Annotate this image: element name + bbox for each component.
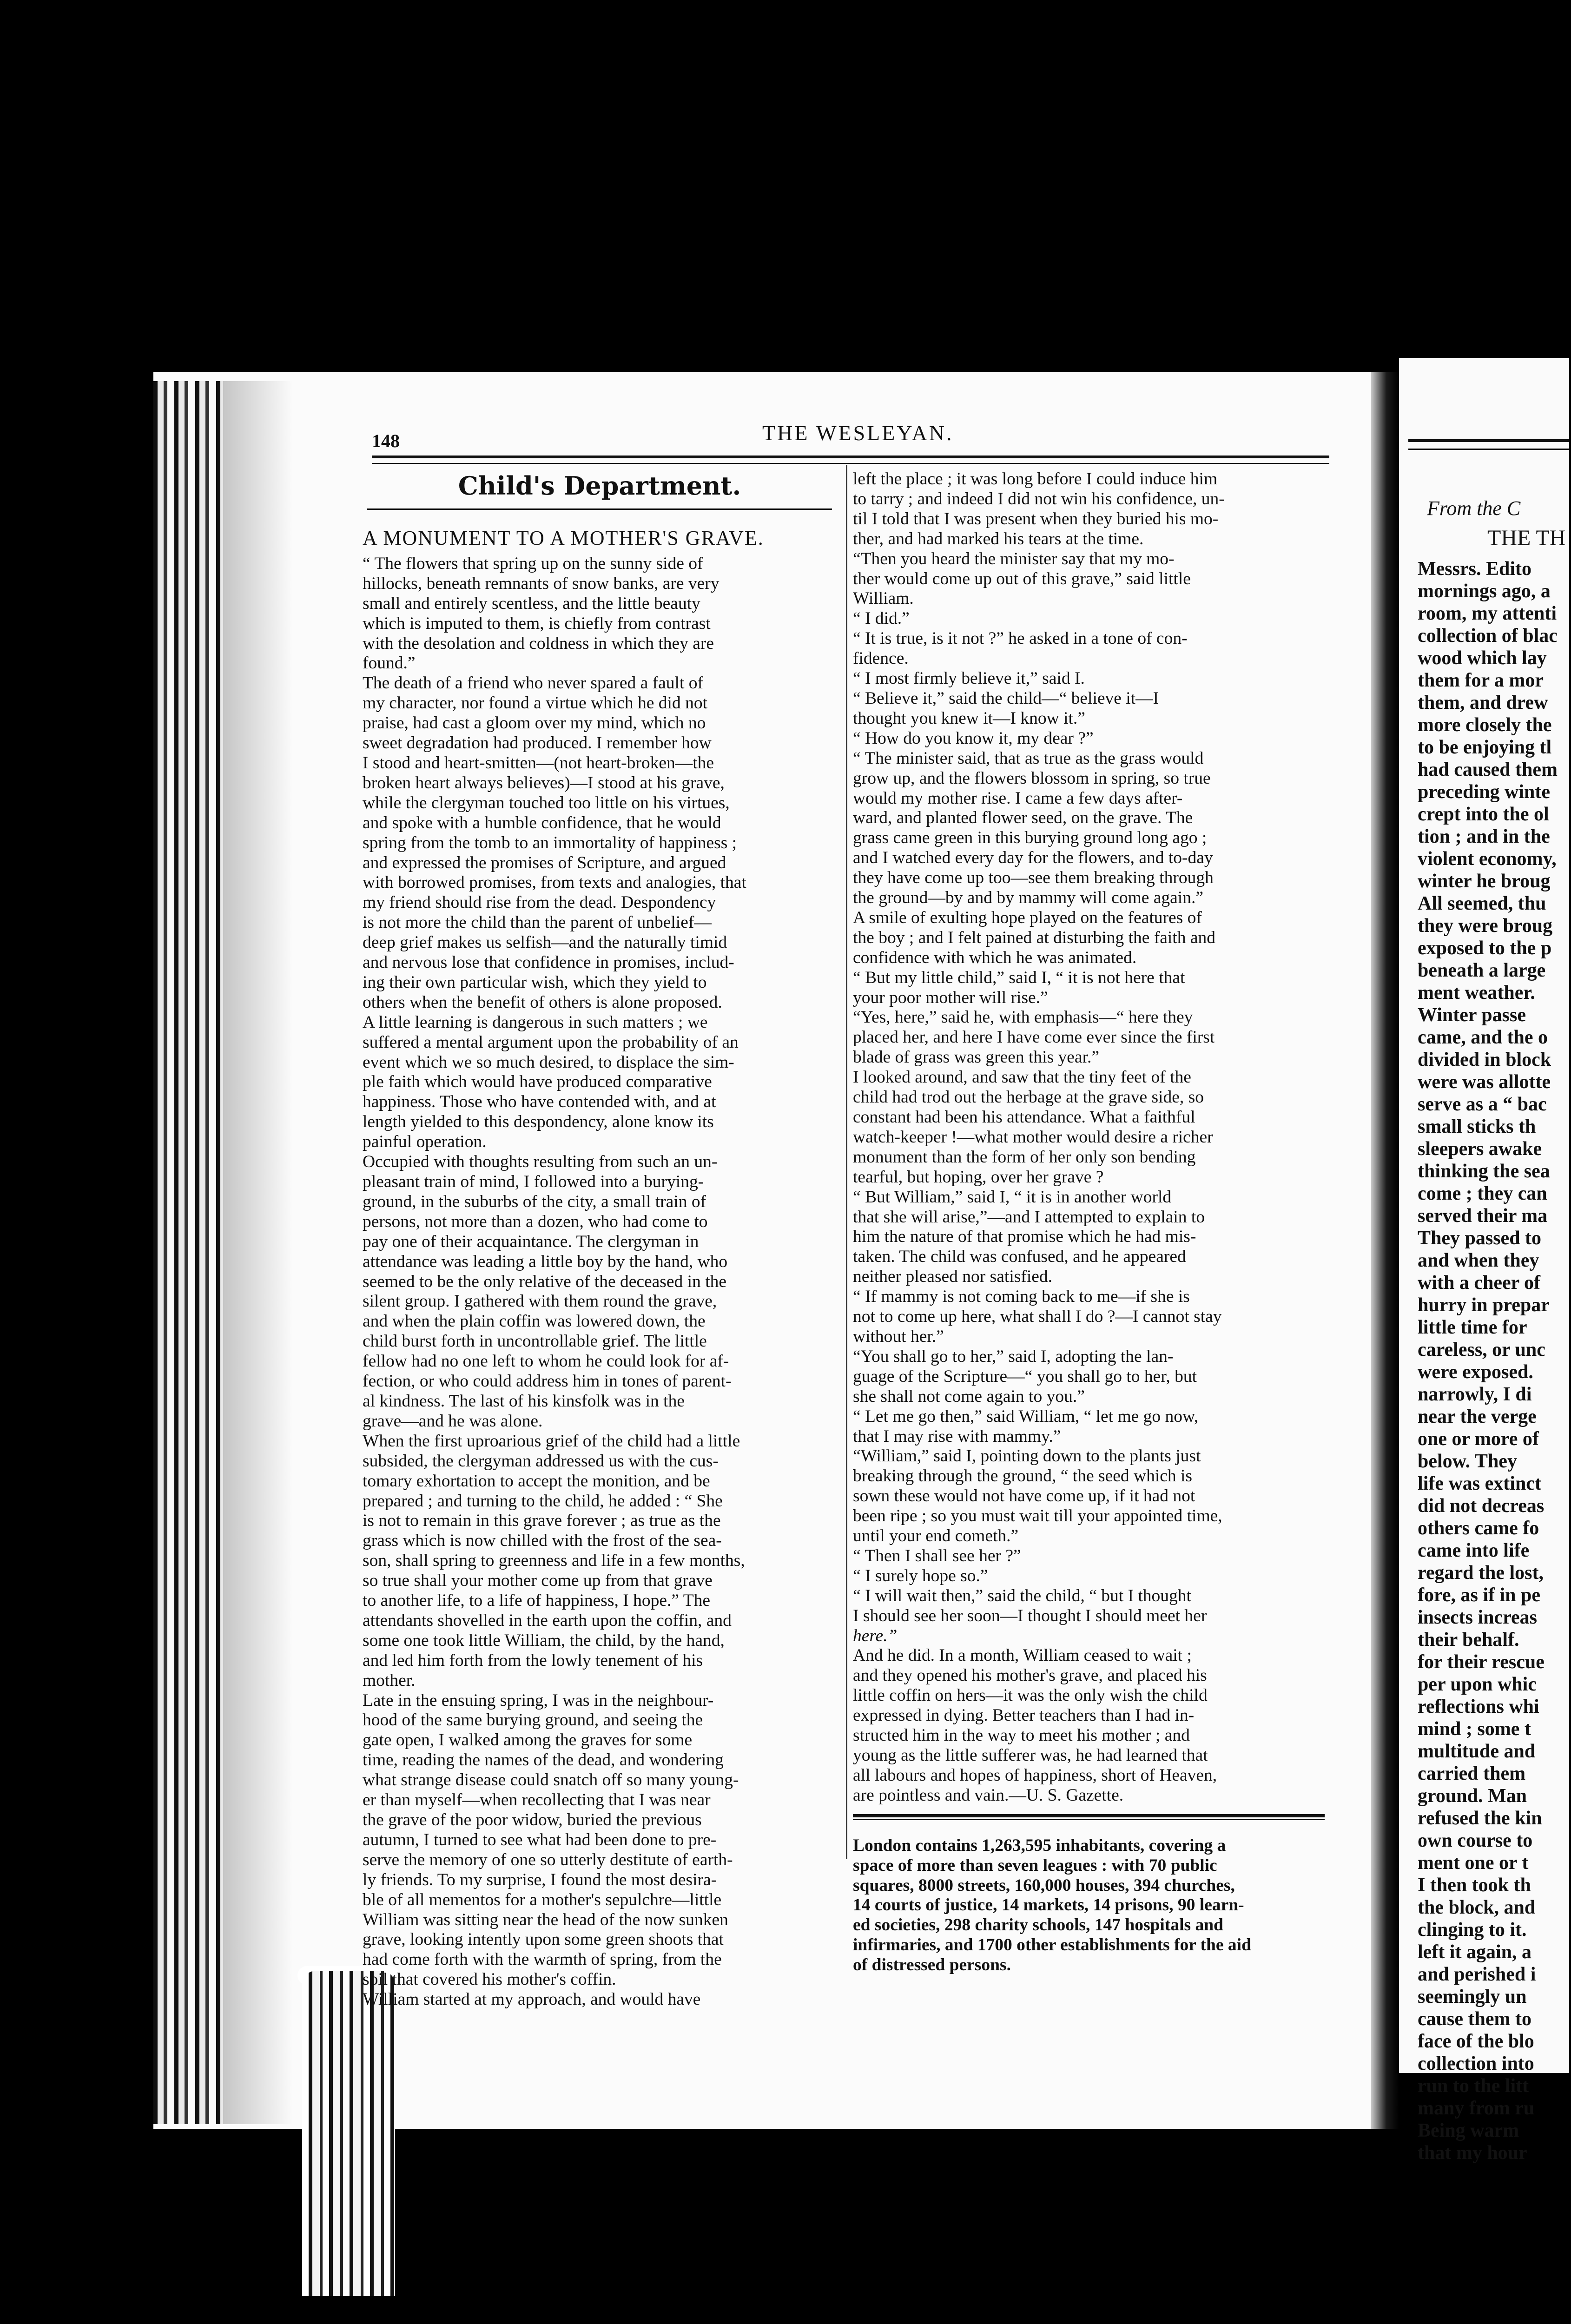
text-line: sweet degradation had produced. I remember how bbox=[363, 733, 712, 753]
text-line: A little learning is dangerous in such matters ; we bbox=[363, 1012, 708, 1032]
department-heading: Child's Department. bbox=[458, 471, 741, 501]
text-line: is not more the child than the parent of unbelief— bbox=[363, 913, 712, 932]
text-line: attendants shovelled in the earth upon the coffin, and bbox=[363, 1611, 732, 1630]
facing-line: Being warm bbox=[1418, 2120, 1519, 2141]
column-divider bbox=[846, 465, 847, 1859]
text-line: with borrowed promises, from texts and analogies, that bbox=[363, 873, 746, 892]
notice-line: London contains 1,263,595 inhabitants, covering a bbox=[853, 1835, 1226, 1855]
text-line: grave—and he was alone. bbox=[363, 1411, 543, 1431]
text-line: which is imputed to them, is chiefly from contrast bbox=[363, 614, 711, 633]
facing-line: refused the kin bbox=[1418, 1808, 1542, 1829]
facing-line: the block, and bbox=[1418, 1897, 1536, 1918]
text-line: monument than the form of her only son bending bbox=[853, 1147, 1196, 1167]
text-line: the grave of the poor widow, buried the previous bbox=[363, 1810, 702, 1829]
facing-line: multitude and bbox=[1418, 1741, 1536, 1762]
text-line: tomary exhortation to accept the monition, and be bbox=[363, 1471, 710, 1491]
facing-page bbox=[1399, 358, 1569, 2164]
text-line: time, reading the names of the dead, and wondering bbox=[363, 1750, 724, 1770]
facing-line: them, and drew bbox=[1418, 692, 1548, 713]
facing-line: face of the blo bbox=[1418, 2031, 1534, 2052]
facing-line: regard the lost, bbox=[1418, 1562, 1544, 1584]
text-line: persons, not more than a dozen, who had come to bbox=[363, 1212, 708, 1231]
facing-line: collection of blac bbox=[1418, 625, 1558, 647]
text-line: painful operation. bbox=[363, 1132, 487, 1152]
text-line: with the desolation and coldness in which they are bbox=[363, 634, 714, 653]
text-line: constant had been his attendance. What a faithful bbox=[853, 1108, 1195, 1127]
text-line: blade of grass was green this year.” bbox=[853, 1048, 1100, 1067]
text-line: grave, looking intently upon some green shoots that bbox=[363, 1930, 724, 1949]
text-line: attendance was leading a little boy by the hand, who bbox=[363, 1252, 728, 1271]
text-line: seemed to be the only relative of the deceased in the bbox=[363, 1272, 727, 1291]
text-line: “ But my little child,” said I, “ it is not here that bbox=[853, 968, 1185, 987]
article-body-left bbox=[363, 554, 837, 2010]
text-line: grow up, and the flowers blossom in spring, so true bbox=[853, 768, 1211, 788]
text-line: “ If mammy is not coming back to me—if she is bbox=[853, 1287, 1190, 1307]
text-line: thought you knew it—I know it.” bbox=[853, 708, 1085, 728]
text-line: ly friends. To my surprise, I found the most desira- bbox=[363, 1870, 717, 1889]
notice-line: 14 courts of justice, 14 markets, 14 prisons, 90 learn- bbox=[853, 1895, 1244, 1915]
page-gutter bbox=[153, 381, 223, 2124]
facing-line: collection into bbox=[1418, 2053, 1534, 2074]
facing-line: were was allotte bbox=[1418, 1071, 1551, 1093]
text-line: while the clergyman touched too little on his virtues, bbox=[363, 793, 730, 812]
header-rule bbox=[372, 456, 1329, 458]
facing-line: hurry in prepar bbox=[1418, 1294, 1550, 1316]
facing-line: for their rescue bbox=[1418, 1651, 1545, 1673]
text-line: silent group. I gathered with them round the grave, bbox=[363, 1292, 717, 1311]
header-rule-thin bbox=[372, 463, 1329, 464]
facing-line: did not decreas bbox=[1418, 1495, 1545, 1517]
notice-line: infirmaries, and 1700 other establishments for the aid bbox=[853, 1935, 1251, 1955]
facing-line: ment weather. bbox=[1418, 982, 1535, 1004]
text-line: so true shall your mother come up from that grave bbox=[363, 1571, 713, 1591]
facing-line: Winter passe bbox=[1418, 1004, 1526, 1026]
text-line: and I watched every day for the flowers, and to-day bbox=[853, 848, 1213, 868]
text-line: been ripe ; so you must wait till your appointed time, bbox=[853, 1506, 1222, 1526]
text-line: fellow had no one left to whom he could look for af- bbox=[363, 1352, 729, 1371]
text-line: “Then you heard the minister say that my mo- bbox=[853, 549, 1175, 568]
article-body-right bbox=[853, 469, 1325, 1806]
notice-rule bbox=[853, 1814, 1325, 1817]
text-line: ground, in the suburbs of the city, a small train of bbox=[363, 1192, 706, 1211]
facing-line: and when they bbox=[1418, 1250, 1539, 1271]
text-line: autumn, I turned to see what had been done to pre- bbox=[363, 1830, 717, 1849]
facing-line: others came fo bbox=[1418, 1518, 1539, 1539]
text-line: hillocks, beneath remnants of snow banks, are very bbox=[363, 574, 719, 593]
text-line: “ Then I shall see her ?” bbox=[853, 1546, 1021, 1565]
text-line: “ I did.” bbox=[853, 609, 910, 628]
notice-line: squares, 8000 streets, 160,000 houses, 394 churches, bbox=[853, 1875, 1235, 1895]
text-line: what strange disease could snatch off so many young- bbox=[363, 1770, 739, 1790]
text-line: grass came green in this burying ground long ago ; bbox=[853, 828, 1207, 848]
text-line: others when the benefit of others is alone proposed. bbox=[363, 992, 722, 1012]
facing-line: were exposed. bbox=[1418, 1361, 1533, 1383]
facing-line: per upon whic bbox=[1418, 1674, 1537, 1695]
text-line: all labours and hopes of happiness, short of Heaven, bbox=[853, 1765, 1217, 1785]
text-line: spring from the tomb to an immortality of happiness ; bbox=[363, 833, 737, 852]
text-line: mother. bbox=[363, 1670, 416, 1690]
text-line: watch-keeper !—what mother would desire a richer bbox=[853, 1127, 1213, 1147]
facing-line: fore, as if in pe bbox=[1418, 1585, 1541, 1606]
facing-line: winter he broug bbox=[1418, 871, 1551, 892]
text-line: tearful, but hoping, over her grave ? bbox=[853, 1167, 1104, 1187]
text-line: had come forth with the warmth of spring, from the bbox=[363, 1950, 722, 1969]
text-line: are pointless and vain.—U. S. Gazette. bbox=[853, 1785, 1124, 1805]
text-line: “ I will wait then,” said the child, “ but I thought bbox=[853, 1586, 1191, 1605]
text-line: and they opened his mother's grave, and placed his bbox=[853, 1666, 1207, 1685]
text-line: child burst forth in uncontrollable grief. The little bbox=[363, 1332, 707, 1351]
text-line: suffered a mental argument upon the probability of an bbox=[363, 1032, 739, 1052]
text-line: “You shall go to her,” said I, adopting the lan- bbox=[853, 1347, 1174, 1366]
text-line: I stood and heart-smitten—(not heart-broken—the bbox=[363, 753, 714, 772]
text-line: she shall not come again to you.” bbox=[853, 1386, 1085, 1406]
text-line: to tarry ; and indeed I did not win his confidence, un- bbox=[853, 489, 1225, 508]
text-line: grass which is now chilled with the frost of the sea- bbox=[363, 1531, 722, 1551]
facing-line: mind ; some t bbox=[1418, 1718, 1531, 1740]
facing-line: came, and the o bbox=[1418, 1027, 1548, 1048]
text-line: When the first uproarious grief of the child had a little bbox=[363, 1431, 740, 1451]
facing-line: violent economy, bbox=[1418, 848, 1557, 870]
text-line: and nervous lose that confidence in promises, includ- bbox=[363, 953, 734, 972]
facing-line: room, my attenti bbox=[1418, 603, 1557, 624]
notice-line: space of more than seven leagues : with 70 public bbox=[853, 1855, 1217, 1875]
text-line: small and entirely scentless, and the little beauty bbox=[363, 594, 700, 613]
text-line: ble of all mementos for a mother's sepulchre—little bbox=[363, 1890, 722, 1909]
facing-line: many from ru bbox=[1418, 2098, 1535, 2119]
text-line: ward, and planted flower seed, on the grave. The bbox=[853, 808, 1193, 828]
facing-line: run to the litt bbox=[1418, 2075, 1529, 2097]
text-line: taken. The child was confused, and he appeared bbox=[853, 1247, 1186, 1267]
text-line: without her.” bbox=[853, 1327, 944, 1346]
text-line: The death of a friend who never spared a fault of bbox=[363, 673, 704, 693]
text-line: event which we so much desired, to displace the sim- bbox=[363, 1052, 734, 1072]
text-line: hood of the same burying ground, and seeing the bbox=[363, 1710, 703, 1730]
text-line: er than myself—when recollecting that I was near bbox=[363, 1790, 711, 1810]
text-line: neither pleased nor satisfied. bbox=[853, 1267, 1053, 1287]
text-line: ple faith which would have produced comparative bbox=[363, 1072, 712, 1092]
facing-line: I then took th bbox=[1418, 1875, 1531, 1896]
facing-line: small sticks th bbox=[1418, 1116, 1536, 1137]
facing-line: serve as a “ bac bbox=[1418, 1094, 1547, 1115]
text-line: they have come up too—see them breaking through bbox=[853, 868, 1214, 888]
facing-line: near the verge bbox=[1418, 1406, 1537, 1427]
facing-line: their behalf. bbox=[1418, 1629, 1519, 1651]
text-line: pleasant train of mind, I followed into a burying- bbox=[363, 1172, 704, 1191]
facing-line: them for a mor bbox=[1418, 670, 1544, 691]
text-line: confidence with which he was animated. bbox=[853, 948, 1137, 967]
text-line: “ Let me go then,” said William, “ let me go now, bbox=[853, 1406, 1199, 1426]
text-line: the ground—by and by mammy will come again.” bbox=[853, 888, 1203, 908]
text-line: son, shall spring to greenness and life in a few months, bbox=[363, 1551, 745, 1571]
facing-line: wood which lay bbox=[1418, 647, 1547, 669]
text-line: ther, and had marked his tears at the time. bbox=[853, 529, 1144, 548]
right-column bbox=[853, 469, 1325, 1975]
department-rule bbox=[367, 508, 832, 510]
facing-line: sleepers awake bbox=[1418, 1138, 1542, 1160]
facing-line: cause them to bbox=[1418, 2008, 1531, 2030]
facing-line: mornings ago, a bbox=[1418, 581, 1551, 602]
text-line: length yielded to this despondency, alone know its bbox=[363, 1112, 714, 1132]
text-line: “ Believe it,” said the child—“ believe it—I bbox=[853, 688, 1159, 708]
text-line: structed him in the way to meet his mother ; and bbox=[853, 1726, 1190, 1745]
text-line: “ The minister said, that as true as the grass would bbox=[853, 748, 1204, 768]
text-line: not to come up here, what shall I do ?—I cannot stay bbox=[853, 1307, 1222, 1327]
facing-article-title: THE TH bbox=[1487, 526, 1566, 550]
text-line: William started at my approach, and would have bbox=[363, 1990, 701, 2009]
facing-text bbox=[1418, 558, 1571, 2164]
text-line: William. bbox=[853, 589, 914, 608]
facing-line: narrowly, I di bbox=[1418, 1384, 1532, 1405]
text-line: “ I surely hope so.” bbox=[853, 1566, 988, 1585]
text-line: al kindness. The last of his kinsfolk was in the bbox=[363, 1391, 685, 1411]
facing-line: clinging to it. bbox=[1418, 1919, 1527, 1941]
facing-line: they were broug bbox=[1418, 915, 1553, 937]
text-line: “ I most firmly believe it,” said I. bbox=[853, 669, 1085, 688]
article-title: A MONUMENT TO A MOTHER'S GRAVE. bbox=[363, 527, 764, 549]
facing-line: Messrs. Edito bbox=[1418, 558, 1531, 580]
facing-line: more closely the bbox=[1418, 714, 1552, 736]
text-line: placed her, and here I have come ever since the first bbox=[853, 1028, 1215, 1047]
text-line: that I may rise with mammy.” bbox=[853, 1426, 1061, 1446]
facing-line: left it again, a bbox=[1418, 1941, 1531, 1963]
text-line: is not to remain in this grave forever ; as true as the bbox=[363, 1511, 721, 1531]
facing-line: come ; they can bbox=[1418, 1183, 1547, 1204]
facing-line: reflections whi bbox=[1418, 1696, 1539, 1717]
facing-line: crept into the ol bbox=[1418, 804, 1549, 825]
facing-line: to be enjoying tl bbox=[1418, 737, 1552, 758]
text-line: praise, had cast a gloom over my mind, which no bbox=[363, 713, 706, 733]
facing-line: careless, or unc bbox=[1418, 1339, 1545, 1360]
facing-line: All seemed, thu bbox=[1418, 893, 1546, 914]
text-line: “Yes, here,” said he, with emphasis—“ here they bbox=[853, 1008, 1193, 1027]
facing-line: below. They bbox=[1418, 1451, 1517, 1472]
facing-line: that my hour bbox=[1418, 2142, 1527, 2164]
text-line: I looked around, and saw that the tiny feet of the bbox=[853, 1068, 1191, 1087]
text-line: your poor mother will rise.” bbox=[853, 988, 1048, 1007]
notice-line: of distressed persons. bbox=[853, 1955, 1011, 1975]
facing-line: They passed to bbox=[1418, 1228, 1542, 1249]
facing-line: insects increas bbox=[1418, 1607, 1538, 1628]
text-line: subsided, the clergyman addressed us with the cus- bbox=[363, 1451, 719, 1471]
text-line: expressed in dying. Better teachers than I had in- bbox=[853, 1706, 1195, 1725]
facing-line: served their ma bbox=[1418, 1205, 1548, 1227]
text-line: fection, or who could address him in tones of parent- bbox=[363, 1372, 732, 1391]
text-line: ing their own particular wish, which they yield to bbox=[363, 972, 707, 992]
text-line: “William,” said I, pointing down to the plants just bbox=[853, 1446, 1201, 1466]
facing-line: had caused them bbox=[1418, 759, 1558, 780]
text-line: child had trod out the herbage at the grave side, so bbox=[853, 1088, 1204, 1107]
text-line: to another life, to a life of happiness, I hope.” The bbox=[363, 1591, 711, 1611]
facing-source-line: From the C bbox=[1427, 497, 1521, 520]
facing-line: little time for bbox=[1418, 1317, 1527, 1338]
text-line: and expressed the promises of Scripture, and argued bbox=[363, 853, 726, 872]
facing-line: divided in block bbox=[1418, 1049, 1551, 1070]
facing-line: exposed to the p bbox=[1418, 938, 1552, 959]
facing-line: with a cheer of bbox=[1418, 1272, 1540, 1294]
text-line: ther would come up out of this grave,” said little bbox=[853, 569, 1191, 588]
london-notice bbox=[853, 1836, 1325, 1975]
text-line: gate open, I walked among the graves for some bbox=[363, 1730, 693, 1750]
text-line: I should see her soon—I thought I should meet her bbox=[853, 1606, 1207, 1625]
text-line: “ How do you know it, my dear ?” bbox=[853, 728, 1094, 748]
text-line: soil that covered his mother's coffin. bbox=[363, 1970, 616, 1989]
text-line: left the place ; it was long before I could induce him bbox=[853, 469, 1218, 489]
text-line: deep grief makes us selfish—and the naturally timid bbox=[363, 933, 727, 952]
text-line: him the nature of that promise which he had mis- bbox=[853, 1227, 1196, 1247]
text-line: would my mother rise. I came a few days after- bbox=[853, 788, 1183, 808]
text-line: pay one of their acquaintance. The clergyman in bbox=[363, 1232, 699, 1251]
text-line: and spoke with a humble confidence, that he would bbox=[363, 813, 721, 832]
text-line: some one took little William, the child, by the hand, bbox=[363, 1631, 725, 1650]
page-number: 148 bbox=[372, 430, 400, 451]
scanner-clip bbox=[302, 1971, 395, 2296]
facing-line: own course to bbox=[1418, 1830, 1533, 1851]
text-line: guage of the Scripture—“ you shall go to her, but bbox=[853, 1367, 1197, 1386]
facing-head-rule-thin bbox=[1408, 449, 1569, 450]
facing-line: tion ; and in the bbox=[1418, 826, 1550, 847]
facing-line: preceding winte bbox=[1418, 781, 1551, 803]
text-line: my friend should rise from the dead. Despondency bbox=[363, 893, 716, 912]
facing-line: ground. Man bbox=[1418, 1785, 1527, 1807]
facing-line: carried them bbox=[1418, 1763, 1526, 1784]
notice-line: ed societies, 298 charity schools, 147 hospitals and bbox=[853, 1915, 1223, 1935]
text-line: “ But William,” said I, “ it is in another world bbox=[853, 1187, 1172, 1207]
facing-line: ment one or t bbox=[1418, 1852, 1529, 1874]
text-line: the boy ; and I felt pained at disturbing the faith and bbox=[853, 928, 1215, 947]
text-line: breaking through the ground, “ the seed which is bbox=[853, 1466, 1193, 1486]
text-line: my character, nor found a virtue which he did not bbox=[363, 693, 707, 713]
text-line: until your end cometh.” bbox=[853, 1526, 1019, 1546]
text-line: And he did. In a month, William ceased to wait ; bbox=[853, 1646, 1192, 1665]
text-line: sown these would not have come up, if it had not bbox=[853, 1486, 1195, 1506]
text-line: and when the plain coffin was lowered down, the bbox=[363, 1312, 706, 1331]
text-line: Occupied with thoughts resulting from such an un- bbox=[363, 1152, 718, 1172]
facing-line: and perished i bbox=[1418, 1964, 1536, 1985]
facing-line: life was extinct bbox=[1418, 1473, 1541, 1494]
facing-line: thinking the sea bbox=[1418, 1161, 1550, 1182]
text-line: til I told that I was present when they buried his mo- bbox=[853, 509, 1219, 528]
text-line: happiness. Those who have contended with, and at bbox=[363, 1092, 716, 1112]
facing-head-rule bbox=[1408, 439, 1569, 442]
facing-line: one or more of bbox=[1418, 1428, 1539, 1450]
book-fold bbox=[1371, 372, 1399, 2129]
text-line: little coffin on hers—it was the only wish the child bbox=[853, 1686, 1208, 1705]
text-line: serve the memory of one so utterly destitute of earth- bbox=[363, 1850, 733, 1869]
text-line: broken heart always believes)—I stood at his grave, bbox=[363, 773, 725, 792]
text-line: “ It is true, is it not ?” he asked in a tone of con- bbox=[853, 629, 1188, 648]
running-head: THE WESLEYAN. bbox=[762, 421, 954, 445]
text-line: fidence. bbox=[853, 649, 909, 668]
text-line: young as the little sufferer was, he had learned that bbox=[853, 1746, 1208, 1765]
text-line: prepared ; and turning to the child, he added : “ She bbox=[363, 1491, 723, 1511]
text-line: “ The flowers that spring up on the sunny side of bbox=[363, 554, 703, 573]
text-line: found.” bbox=[363, 654, 416, 673]
text-line: and led him forth from the lowly tenement of his bbox=[363, 1651, 703, 1670]
notice-rule-thin bbox=[853, 1819, 1325, 1820]
facing-line: seemingly un bbox=[1418, 1986, 1527, 2007]
facing-line: came into life bbox=[1418, 1540, 1530, 1561]
facing-line: beneath a large bbox=[1418, 960, 1546, 981]
text-line: William was sitting near the head of the now sunken bbox=[363, 1910, 728, 1929]
gutter-shadow bbox=[223, 381, 293, 2124]
left-column bbox=[363, 469, 837, 2010]
text-line: here.” bbox=[853, 1626, 898, 1645]
text-line: A smile of exulting hope played on the features of bbox=[853, 908, 1202, 927]
text-line: Late in the ensuing spring, I was in the neighbour- bbox=[363, 1690, 714, 1710]
text-line: that she will arise,”—and I attempted to explain to bbox=[853, 1207, 1205, 1227]
